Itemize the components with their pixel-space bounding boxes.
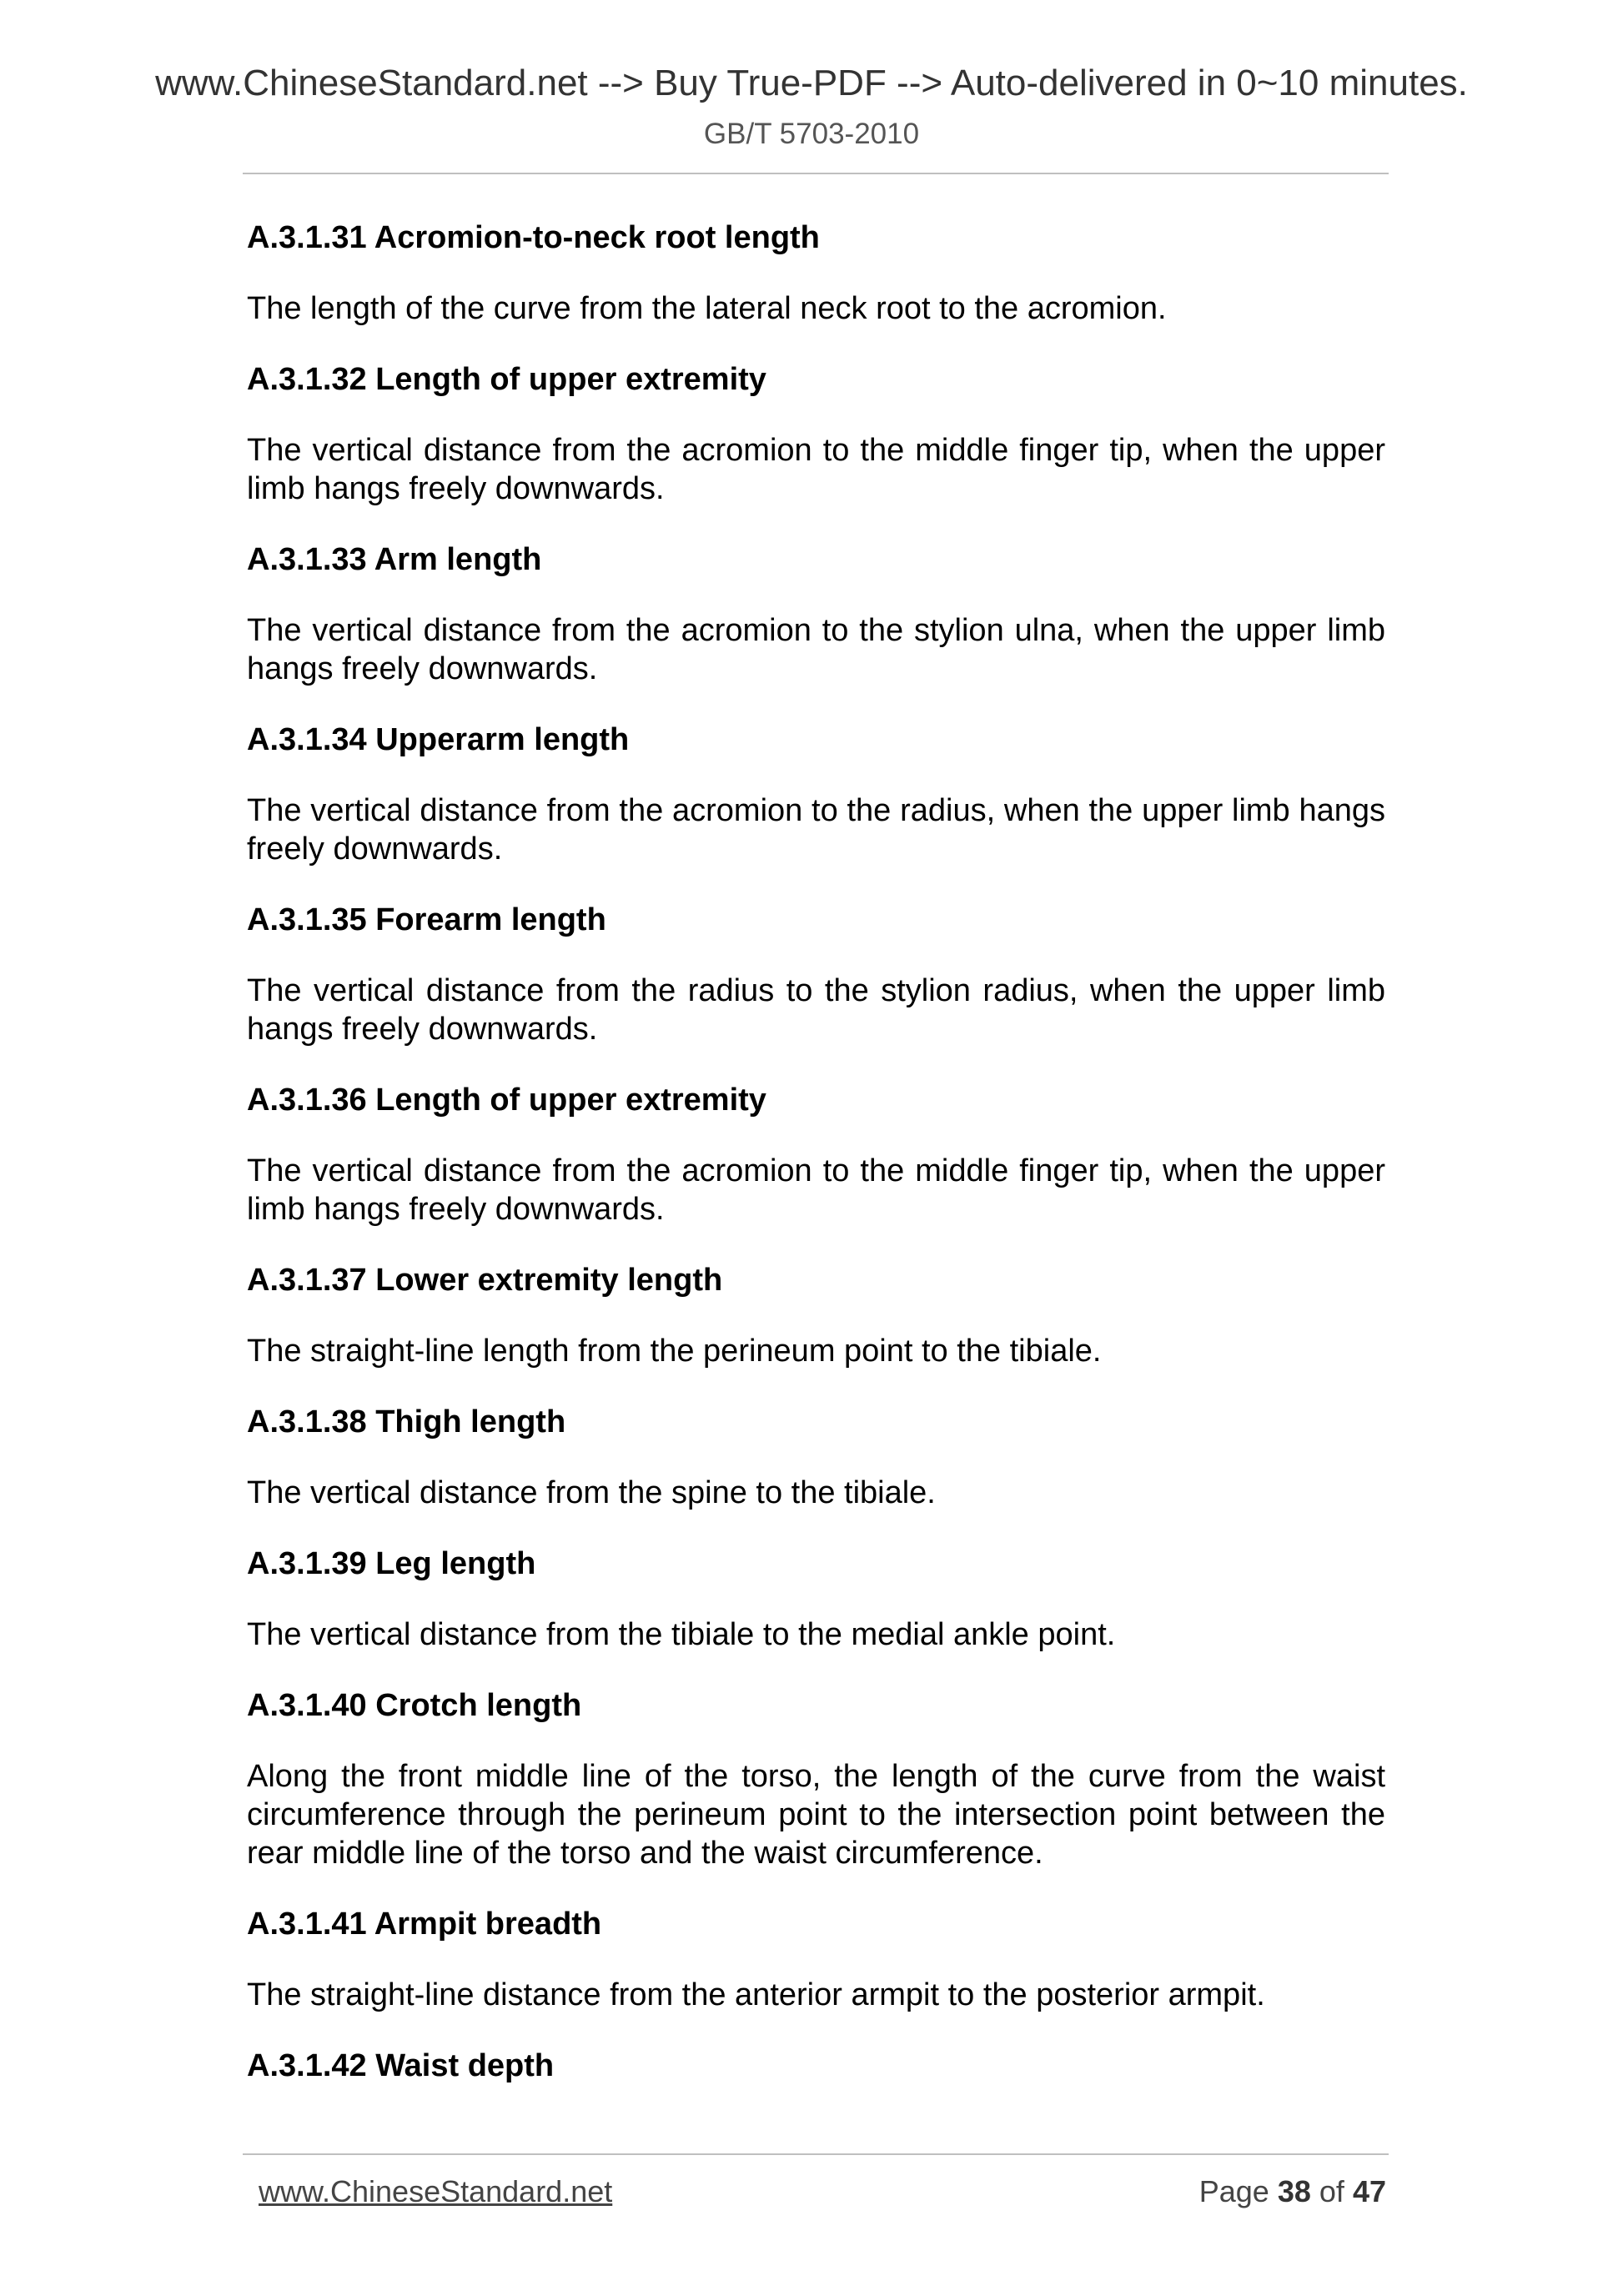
section-body: The straight-line distance from the anterior armpit to the posterior armpit. [247,1977,1265,2012]
page-indicator [1199,2175,1386,2208]
section-body: The vertical distance from the acromion to the middle finger tip, when the upper limb hangs freely downwards. [247,1153,1385,1227]
header-divider [243,173,1389,174]
footer-divider [243,2153,1389,2155]
section-body: Along the front middle line of the torso, the length of the curve from the waist circumference through the perineum point to the intersection point between the rear middle line of the torso and the waist circumference. [247,1759,1385,1871]
page-total: 47 [1352,2174,1386,2208]
section-heading: A.3.1.38 Thigh length [247,1404,566,1439]
section-heading: A.3.1.39 Leg length [247,1546,536,1581]
page-current: 38 [1277,2174,1311,2208]
header-banner: www.ChineseStandard.net --> Buy True-PDF --> Auto-delivered in 0~10 minutes. [155,63,1468,103]
page-label: Page [1198,2174,1269,2208]
document-body [247,219,1385,2118]
page-of-label: of [1319,2174,1344,2208]
section-heading: A.3.1.31 Acromion-to-neck root length [247,220,820,255]
section-heading: A.3.1.33 Arm length [247,542,542,577]
section-heading: A.3.1.34 Upperarm length [247,722,630,757]
section-heading: A.3.1.35 Forearm length [247,902,606,937]
section-body: The vertical distance from the spine to the tibiale. [247,1475,936,1510]
section-body: The vertical distance from the acromion to the stylion ulna, when the upper limb hangs freely downwards. [247,613,1385,686]
standard-number: GB/T 5703-2010 [703,118,920,150]
section-heading: A.3.1.42 Waist depth [247,2048,555,2083]
section-body: The vertical distance from the tibiale to the medial ankle point. [247,1617,1116,1652]
footer-site-link[interactable]: www.ChineseStandard.net [259,2174,613,2208]
section-body: The vertical distance from the acromion to the radius, when the upper limb hangs freely downwards. [247,793,1385,867]
section-heading: A.3.1.41 Armpit breadth [247,1907,602,1942]
section-body: The vertical distance from the radius to the stylion radius, when the upper limb hangs freely downwards. [247,973,1385,1047]
section-body: The vertical distance from the acromion to the middle finger tip, when the upper limb hangs freely downwards. [247,433,1385,506]
section-body: The straight-line length from the perineum point to the tibiale. [247,1334,1102,1369]
section-heading: A.3.1.36 Length of upper extremity [247,1083,766,1118]
section-heading: A.3.1.37 Lower extremity length [247,1263,723,1298]
section-heading: A.3.1.40 Crotch length [247,1688,582,1723]
section-heading: A.3.1.32 Length of upper extremity [247,362,766,397]
section-body: The length of the curve from the lateral neck root to the acromion. [247,291,1167,326]
